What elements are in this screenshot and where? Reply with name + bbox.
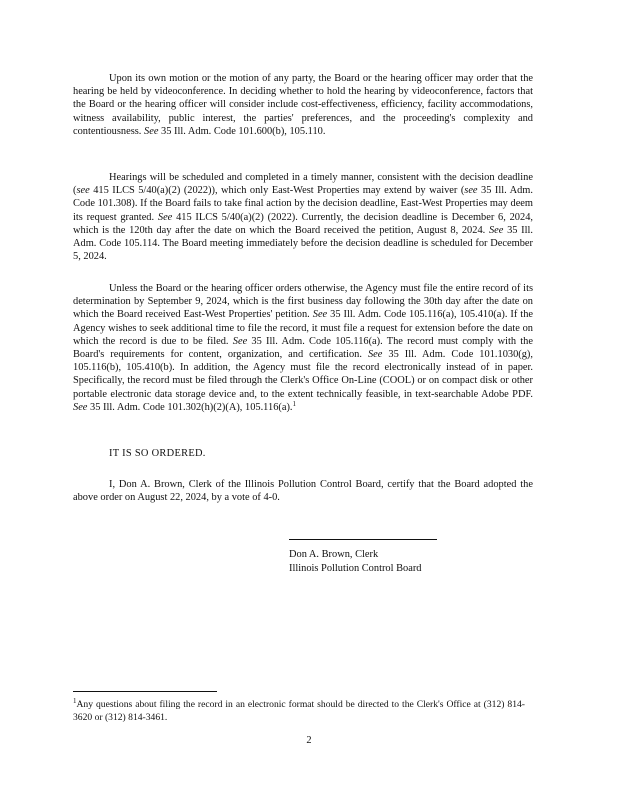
page-number: 2	[306, 735, 312, 746]
paragraph-text: 415 ILCS 5/40(a)(2) (2022)), which only East-West Properties may extend by waiver (	[93, 185, 465, 197]
citation-signal: See	[157, 211, 173, 223]
signature-line	[289, 539, 437, 540]
paragraph-text: 35 Ill. Adm. Code 101.308). If the Board fails to take final action by the decision deadline, East-West Properties may deem its request granted.	[73, 185, 533, 223]
paragraph-text: I, Don A. Brown, Clerk of the Illinois Pollution Control Board, certify that the Board adopted the above order on August 22, 2024, by a vote of 4-0.	[73, 479, 533, 504]
citation-text: 35 Ill. Adm. Code 101.600(b), 105.110.	[161, 125, 326, 137]
citation-signal: See	[367, 349, 383, 361]
citation-signal: see	[76, 185, 90, 197]
signature-organization: Illinois Pollution Control Board	[289, 563, 422, 574]
signature-name: Don A. Brown, Clerk	[289, 549, 379, 560]
paragraph-text: 35 Ill. Adm. Code 105.116(a), 105.410(a). If the Agency wishes to seek additional time to file the record, it must file a request for extension before the date on which the record is due to be filed.	[73, 309, 533, 347]
paragraph-text: 35 Ill. Adm. Code 105.114. The Board meeting immediately before the decision deadline is scheduled for December 5, 2024.	[73, 224, 533, 263]
order-statement: IT IS SO ORDERED.	[109, 448, 206, 459]
videoconference-paragraph	[73, 72, 533, 138]
citation-signal: See	[488, 224, 504, 236]
citation-signal: See	[312, 309, 328, 321]
footnote	[73, 698, 525, 724]
footnote-number: 1	[73, 697, 77, 705]
certification-paragraph	[73, 478, 533, 504]
paragraph-text: Unless the Board or the hearing officer orders otherwise, the Agency must file the entire record of its determination by September 9, 2024, which is the first business day following the 30th day after the date on which the Board received East-West Properties' petition.	[73, 283, 533, 321]
footnote-reference: 1	[292, 399, 297, 408]
paragraph-text: Hearings will be scheduled and completed in a timely manner, consistent with the decision deadline (	[73, 172, 533, 197]
paragraph-text: 35 Ill. Adm. Code 105.116(a). The record must comply with the Board's requirements for content, organization, and certification.	[73, 335, 533, 361]
citation-signal: see	[464, 185, 478, 197]
citation-signal: See	[144, 125, 159, 137]
paragraph-text: 35 Ill. Adm. Code 101.1030(g), 105.116(b), 105.410(b). In addition, the Agency must file the record electronically instead of in paper. Specifically, the record must be filed through the Clerk's Office On-Line (COOL) or on compact disk or other portable electronic data storage device and, to the extent technically feasible, in text-searchable Adobe PDF.	[73, 349, 533, 400]
paragraph-text: 35 Ill. Adm. Code 101.302(h)(2)(A), 105.116(a).	[90, 401, 293, 413]
citation-signal: See	[232, 335, 248, 347]
footnote-text: Any questions about filing the record in an electronic format should be directed to the Clerk's Office at (312) 814-3620 or (312) 814-3461.	[73, 699, 525, 723]
hearing-schedule-paragraph	[73, 171, 533, 263]
citation-signal: See	[73, 401, 88, 413]
footnote-separator	[73, 691, 217, 692]
paragraph-text: Upon its own motion or the motion of any party, the Board or the hearing officer may order that the hearing be held by videoconference. In deciding whether to hold the hearing by videoconference, factors that the Board or the hearing officer will consider include cost-effectiveness, efficiency, facility accommodations, witness availability, public interest, the parties' preferences, and the proceeding's complexity and contentiousness.	[73, 73, 533, 137]
record-filing-paragraph	[73, 282, 533, 414]
paragraph-text: 415 ILCS 5/40(a)(2) (2022). Currently, the decision deadline is December 6, 2024, which is the 120th day after the date on which the Board received the petition, August 8, 2024.	[73, 211, 533, 236]
